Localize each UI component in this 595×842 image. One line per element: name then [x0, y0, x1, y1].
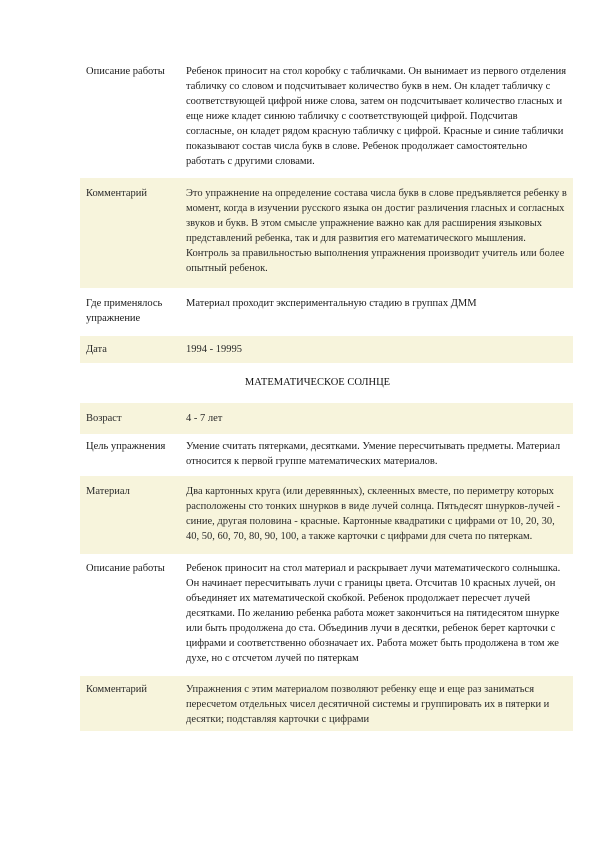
table-row [80, 178, 573, 288]
row-label-description: Описание работы [80, 58, 174, 178]
row-value-where-used: Материал проходит экспериментальную стадию в группах ДММ [174, 288, 573, 336]
exercise-table-1 [80, 58, 573, 363]
row-label-material: Материал [80, 476, 174, 554]
document-page [80, 58, 567, 731]
row-value-comment: Это упражнение на определение состава числа букв в слове предъявляется ребенку в момент, когда в изучении русского языка он достиг различения гласных и согласных звуков и букв. В этом смысле упражнение важно как для расширения языковых представлений ребенка, так и для развития его математического мышления. Контроль за правильностью выполнения упражнения производит учитель или более опытный ребенок. [174, 178, 573, 288]
row-label-date: Дата [80, 336, 174, 363]
row-value-age: 4 - 7 лет [174, 403, 573, 434]
exercise-table-2 [80, 403, 573, 731]
row-value-description: Ребенок приносит на стол материал и раскрывает лучи математического солнышка. Он начинает пересчитывать лучи с границы цвета. Отсчитав 10 красных лучей, он объединяет их математической скобкой. Ребенок продолжает пересчет лучей десятками. По желанию ребенка работа может закончиться на пятидесятом шнурке или быть продолжена до ста. Объединив лучи в десятки, ребенок берет карточки с цифрами и соответственно обозначает их. Работа может быть продолжена в том же духе, но с отсчетом лучей по пятеркам [174, 554, 573, 676]
row-value-description: Ребенок приносит на стол коробку с табличками. Он вынимает из первого отделения табличку со словом и подсчитывает количество букв в нем. Он кладет табличку с соответствующей цифрой ниже слова, затем он подсчитывает количество гласных и еще ниже кладет синюю табличку с соответствующей цифрой. Подсчитав согласные, он кладет рядом красную табличку с цифрой. Красные и синие таблички показывают состав числа букв в слове. Ребенок продолжает самостоятельно работать с другими словами. [174, 58, 573, 178]
row-label-description: Описание работы [80, 554, 174, 676]
table-row [80, 676, 573, 731]
table-row [80, 554, 573, 676]
table-row [80, 288, 573, 336]
table-row [80, 336, 573, 363]
row-label-age: Возраст [80, 403, 174, 434]
section-title: МАТЕМАТИЧЕСКОЕ СОЛНЦЕ [244, 377, 391, 388]
row-value-date: 1994 - 19995 [174, 336, 573, 363]
row-value-goal: Умение считать пятерками, десятками. Умение пересчитывать предметы. Материал относится к первой группе математических материалов. [174, 434, 573, 476]
row-label-goal: Цель упражнения [80, 434, 174, 476]
row-label-where-used: Где применялось упражнение [80, 288, 174, 336]
table-row [80, 58, 573, 178]
row-label-comment: Комментарий [80, 676, 174, 731]
table-row [80, 434, 573, 476]
row-value-material: Два картонных круга (или деревянных), склеенных вместе, по периметру которых расположены сто тонких шнурков в виде лучей солнца. Пятьдесят шнурков-лучей - синие, другая половина - красные. Картонные квадратики с цифрами от 10, 20, 30, 40, 50, 60, 70, 80, 90, 100, а также карточки с цифрами для счета по пятеркам. [174, 476, 573, 554]
row-label-comment: Комментарий [80, 178, 174, 288]
row-value-comment: Упражнения с этим материалом позволяют ребенку еще и еще раз заниматься пересчетом отдельных чисел десятичной системы и группировать их в пятерки и десятки; подставляя карточки с цифрами [174, 676, 573, 731]
table-row [80, 476, 573, 554]
table-row [80, 403, 573, 434]
